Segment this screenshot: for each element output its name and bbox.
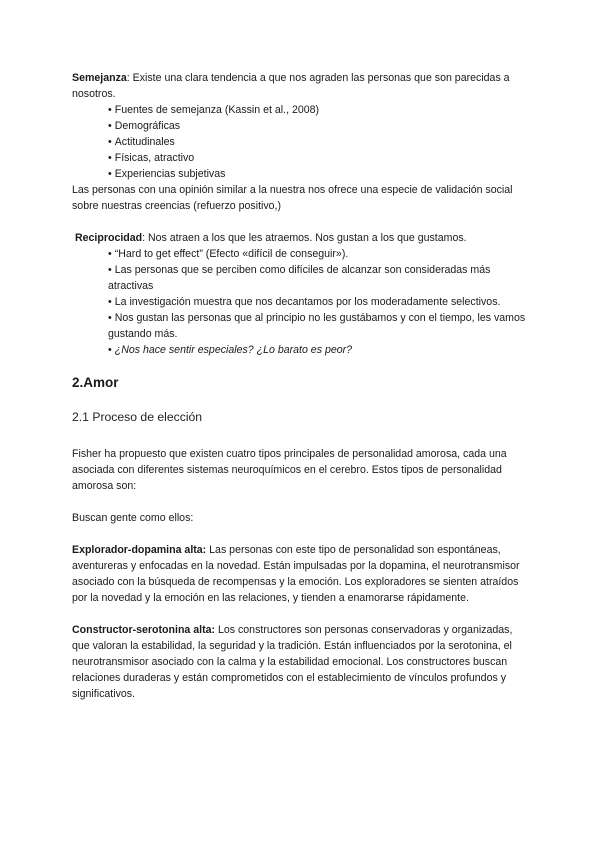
reciprocidad-bullet-list bbox=[72, 246, 532, 358]
constructor-text: Los constructores son personas conservadoras y organizadas, que valoran la estabilidad, la seguridad y la tradición. Están influenciados por la serotonina, el neurotransmisor asociado con la calma y la estabilidad emocional. Los constructores buscan relaciones duraderas y están comprometidos con el establecimiento de vínculos profundos y significativos. bbox=[72, 624, 513, 700]
spacer bbox=[72, 606, 532, 622]
constructor-term: Constructor-serotonina alta: bbox=[72, 624, 216, 636]
explorador-term: Explorador-dopamina alta: bbox=[72, 544, 207, 556]
bullet-icon: • bbox=[108, 344, 112, 356]
list-item: • Nos gustan las personas que al principio no les gustábamos y con el tiempo, les vamos gustando más. bbox=[108, 312, 526, 340]
intro-paragraph: Fisher ha propuesto que existen cuatro tipos principales de personalidad amorosa, cada una asociada con diferentes sistemas neuroquímicos en el cerebro. Estos tipos de personalidad amorosa son: bbox=[72, 448, 507, 492]
bullet-icon: • bbox=[108, 168, 112, 180]
semejanza-paragraph bbox=[72, 70, 532, 102]
section-title: 2.Amor bbox=[72, 375, 119, 390]
list-item: • Fuentes de semejanza (Kassin et al., 2008) bbox=[108, 104, 320, 116]
semejanza-after-paragraph: Las personas con una opinión similar a la nuestra nos ofrece una especie de validación social sobre nuestras creencias (refuerzo positivo,) bbox=[72, 184, 513, 212]
spacer bbox=[72, 214, 532, 230]
list-item: • La investigación muestra que nos decantamos por los moderadamente selectivos. bbox=[108, 296, 501, 308]
list-item: • Físicas, atractivo bbox=[108, 152, 195, 164]
list-item: • Actitudinales bbox=[108, 136, 175, 148]
list-item: • Experiencias subjetivas bbox=[108, 168, 226, 180]
document-page bbox=[72, 70, 532, 702]
bullet-icon: • bbox=[108, 104, 112, 116]
reciprocidad-paragraph bbox=[72, 230, 532, 246]
semejanza-term: Semejanza bbox=[72, 72, 127, 84]
bullet-icon: • bbox=[108, 120, 112, 132]
spacer bbox=[72, 526, 532, 542]
bullet-icon: • bbox=[108, 312, 112, 324]
explorador-paragraph bbox=[72, 542, 532, 606]
bullet-icon: • bbox=[108, 248, 112, 260]
spacer bbox=[72, 358, 532, 374]
buscan-paragraph: Buscan gente como ellos: bbox=[72, 512, 194, 524]
reciprocidad-text: : Nos atraen a los que les atraemos. Nos gustan a los que gustamos. bbox=[142, 232, 467, 244]
list-item: • Las personas que se perciben como difíciles de alcanzar son consideradas más atractivas bbox=[108, 264, 491, 292]
list-item: • Demográficas bbox=[108, 120, 181, 132]
subsection-title: 2.1 Proceso de elección bbox=[72, 410, 203, 424]
spacer bbox=[72, 392, 532, 408]
spacer bbox=[72, 426, 532, 446]
reciprocidad-term: Reciprocidad bbox=[75, 232, 143, 244]
bullet-icon: • bbox=[108, 136, 112, 148]
list-item: • “Hard to get effect” (Efecto «difícil de conseguir»). bbox=[108, 248, 349, 260]
semejanza-text: : Existe una clara tendencia a que nos agraden las personas que son parecidas a nosotros. bbox=[72, 72, 510, 100]
explorador-text: Las personas con este tipo de personalidad son espontáneas, aventureras y enfocadas en la novedad. Están impulsadas por la dopamina, el neurotransmisor asociado con la búsqueda de recompensas y la emoción. Los exploradores se sienten atraídos por la novedad y la emoción en las relaciones, y tienden a enamorarse rápidamente. bbox=[72, 544, 520, 604]
bullet-icon: • bbox=[108, 264, 112, 276]
spacer bbox=[72, 494, 532, 510]
list-item: • ¿Nos hace sentir especiales? ¿Lo barato es peor? bbox=[108, 344, 353, 356]
bullet-icon: • bbox=[108, 152, 112, 164]
bullet-icon: • bbox=[108, 296, 112, 308]
constructor-paragraph bbox=[72, 622, 532, 702]
semejanza-bullet-list bbox=[72, 102, 532, 182]
